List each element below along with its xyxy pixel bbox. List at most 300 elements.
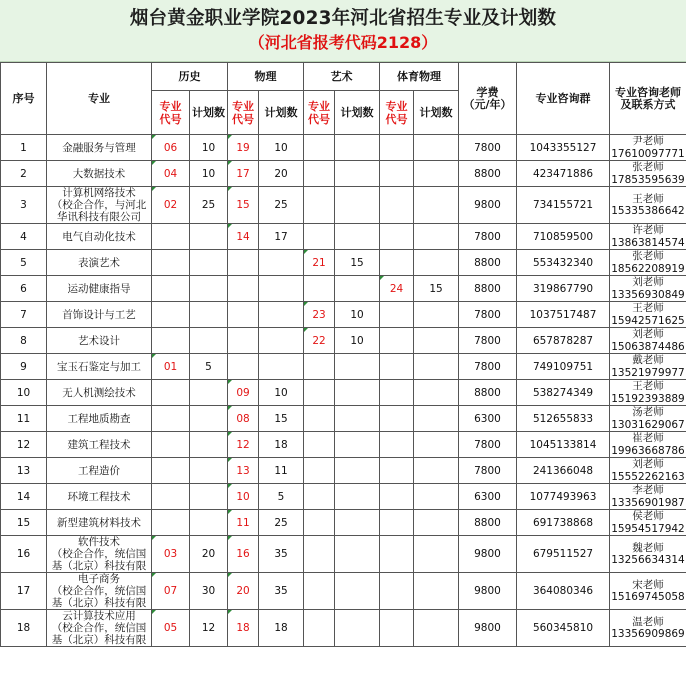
teacher-phone: 15335386642 bbox=[611, 205, 685, 217]
physics-plan: 10 bbox=[259, 135, 304, 161]
art-plan: 10 bbox=[335, 302, 380, 328]
history-plan: 10 bbox=[190, 135, 228, 161]
row-group: 319867790 bbox=[517, 276, 610, 302]
sports-code bbox=[380, 250, 414, 276]
row-major: 云计算技术应用 （校企合作，统信国 基（北京）科技有限 bbox=[47, 610, 152, 647]
art-code bbox=[304, 484, 335, 510]
teacher-name: 王老师 bbox=[632, 380, 664, 392]
sports-plan bbox=[414, 573, 459, 610]
row-tuition: 6300 bbox=[459, 406, 517, 432]
history-plan: 10 bbox=[190, 161, 228, 187]
row-teacher bbox=[610, 302, 686, 328]
art-plan-header: 计划数 bbox=[335, 91, 380, 135]
art-code bbox=[304, 510, 335, 536]
table-row bbox=[1, 328, 686, 354]
history-code: 03 bbox=[152, 536, 190, 573]
row-teacher bbox=[610, 276, 686, 302]
teacher-phone: 13356909869 bbox=[611, 628, 685, 640]
sports-plan bbox=[414, 135, 459, 161]
row-major: 无人机测绘技术 bbox=[47, 380, 152, 406]
art-code bbox=[304, 161, 335, 187]
art-code bbox=[304, 536, 335, 573]
teacher-name: 张老师 bbox=[632, 161, 664, 173]
row-teacher bbox=[610, 161, 686, 187]
table-row bbox=[1, 406, 686, 432]
teacher-phone: 15169745058 bbox=[611, 591, 685, 603]
history-code bbox=[152, 510, 190, 536]
physics-plan bbox=[259, 276, 304, 302]
table-row bbox=[1, 187, 686, 224]
teacher-phone: 13356930849 bbox=[611, 288, 685, 301]
art-code: 22 bbox=[304, 328, 335, 354]
art-plan bbox=[335, 135, 380, 161]
table-row bbox=[1, 432, 686, 458]
sports-plan-header: 计划数 bbox=[414, 91, 459, 135]
history-plan: 5 bbox=[190, 354, 228, 380]
row-seq: 5 bbox=[1, 250, 47, 276]
physics-code bbox=[228, 302, 259, 328]
art-code: 21 bbox=[304, 250, 335, 276]
art-plan bbox=[335, 406, 380, 432]
row-seq: 4 bbox=[1, 224, 47, 250]
sports-plan bbox=[414, 224, 459, 250]
row-teacher bbox=[610, 458, 686, 484]
physics-plan: 18 bbox=[259, 432, 304, 458]
row-teacher bbox=[610, 354, 686, 380]
row-group: 553432340 bbox=[517, 250, 610, 276]
row-teacher bbox=[610, 135, 686, 161]
teacher-name: 宋老师 bbox=[632, 578, 664, 591]
header-history: 历史 bbox=[152, 63, 228, 91]
history-plan bbox=[190, 224, 228, 250]
history-code bbox=[152, 458, 190, 484]
art-code-header: 专业 代号 bbox=[304, 91, 335, 135]
physics-code bbox=[228, 328, 259, 354]
physics-plan bbox=[259, 250, 304, 276]
sports-plan bbox=[414, 161, 459, 187]
enrollment-table bbox=[0, 62, 686, 647]
physics-code: 10 bbox=[228, 484, 259, 510]
row-seq: 3 bbox=[1, 187, 47, 224]
row-seq: 2 bbox=[1, 161, 47, 187]
row-teacher bbox=[610, 536, 686, 573]
row-seq: 17 bbox=[1, 573, 47, 610]
table-row bbox=[1, 536, 686, 573]
physics-plan: 18 bbox=[259, 610, 304, 647]
art-code bbox=[304, 406, 335, 432]
table-row bbox=[1, 224, 686, 250]
history-code bbox=[152, 302, 190, 328]
teacher-phone: 18562208919 bbox=[611, 262, 685, 275]
row-group: 1037517487 bbox=[517, 302, 610, 328]
history-code: 01 bbox=[152, 354, 190, 380]
art-code bbox=[304, 432, 335, 458]
row-tuition: 8800 bbox=[459, 380, 517, 406]
sports-code: 24 bbox=[380, 276, 414, 302]
teacher-phone: 15063874486 bbox=[611, 340, 685, 353]
row-group: 710859500 bbox=[517, 224, 610, 250]
sports-code bbox=[380, 610, 414, 647]
physics-plan: 15 bbox=[259, 406, 304, 432]
row-tuition: 7800 bbox=[459, 224, 517, 250]
sports-plan bbox=[414, 510, 459, 536]
row-seq: 18 bbox=[1, 610, 47, 647]
table-row bbox=[1, 510, 686, 536]
history-code bbox=[152, 250, 190, 276]
history-plan bbox=[190, 458, 228, 484]
history-plan bbox=[190, 432, 228, 458]
row-tuition: 7800 bbox=[459, 135, 517, 161]
row-major: 工程地质勘查 bbox=[47, 406, 152, 432]
history-code-header: 专业 代号 bbox=[152, 91, 190, 135]
teacher-phone: 15552262163 bbox=[611, 470, 685, 483]
row-teacher bbox=[610, 380, 686, 406]
teacher-phone: 15192393889 bbox=[611, 392, 685, 405]
physics-plan: 20 bbox=[259, 161, 304, 187]
history-plan bbox=[190, 406, 228, 432]
physics-plan bbox=[259, 328, 304, 354]
row-seq: 8 bbox=[1, 328, 47, 354]
sports-plan bbox=[414, 432, 459, 458]
physics-code: 15 bbox=[228, 187, 259, 224]
row-major: 环境工程技术 bbox=[47, 484, 152, 510]
art-plan bbox=[335, 380, 380, 406]
row-group: 1045133814 bbox=[517, 432, 610, 458]
physics-code: 16 bbox=[228, 536, 259, 573]
physics-code: 12 bbox=[228, 432, 259, 458]
physics-plan: 35 bbox=[259, 536, 304, 573]
row-major: 工程造价 bbox=[47, 458, 152, 484]
row-teacher bbox=[610, 510, 686, 536]
row-major: 计算机网络技术 （校企合作，与河北 华讯科技有限公司 bbox=[47, 187, 152, 224]
sports-code bbox=[380, 161, 414, 187]
sports-code bbox=[380, 224, 414, 250]
physics-plan: 17 bbox=[259, 224, 304, 250]
sports-code bbox=[380, 354, 414, 380]
header-tuition: 学费 （元/年） bbox=[459, 63, 517, 135]
table-row bbox=[1, 610, 686, 647]
sports-code bbox=[380, 536, 414, 573]
sports-code bbox=[380, 510, 414, 536]
table-row bbox=[1, 302, 686, 328]
header-sports-physics: 体育物理 bbox=[380, 63, 459, 91]
row-tuition: 8800 bbox=[459, 250, 517, 276]
history-code bbox=[152, 328, 190, 354]
row-tuition: 7800 bbox=[459, 328, 517, 354]
art-plan bbox=[335, 458, 380, 484]
teacher-phone: 13031629067 bbox=[611, 418, 685, 431]
art-plan: 10 bbox=[335, 328, 380, 354]
history-code bbox=[152, 276, 190, 302]
physics-plan: 5 bbox=[259, 484, 304, 510]
history-code: 05 bbox=[152, 610, 190, 647]
art-plan bbox=[335, 276, 380, 302]
header-seq: 序号 bbox=[1, 63, 47, 135]
row-tuition: 8800 bbox=[459, 510, 517, 536]
physics-code: 18 bbox=[228, 610, 259, 647]
teacher-phone: 17853595639 bbox=[611, 173, 685, 186]
row-tuition: 7800 bbox=[459, 354, 517, 380]
history-plan bbox=[190, 276, 228, 302]
sports-code bbox=[380, 573, 414, 610]
art-code bbox=[304, 135, 335, 161]
art-plan bbox=[335, 610, 380, 647]
row-tuition: 9800 bbox=[459, 610, 517, 647]
page-title: 烟台黄金职业学院2023年河北省招生专业及计划数 bbox=[129, 8, 557, 29]
physics-code: 20 bbox=[228, 573, 259, 610]
row-teacher bbox=[610, 250, 686, 276]
teacher-phone: 17610097771 bbox=[611, 147, 685, 160]
sports-plan bbox=[414, 458, 459, 484]
row-tuition: 6300 bbox=[459, 484, 517, 510]
physics-code: 13 bbox=[228, 458, 259, 484]
history-code bbox=[152, 406, 190, 432]
teacher-name: 王老师 bbox=[632, 302, 664, 314]
physics-code: 09 bbox=[228, 380, 259, 406]
row-major: 金融服务与管理 bbox=[47, 135, 152, 161]
row-seq: 11 bbox=[1, 406, 47, 432]
row-tuition: 7800 bbox=[459, 302, 517, 328]
teacher-name: 魏老师 bbox=[632, 541, 664, 554]
physics-code: 17 bbox=[228, 161, 259, 187]
sports-code bbox=[380, 432, 414, 458]
row-tuition: 7800 bbox=[459, 458, 517, 484]
physics-plan-header: 计划数 bbox=[259, 91, 304, 135]
table-row bbox=[1, 354, 686, 380]
row-teacher bbox=[610, 610, 686, 647]
teacher-name: 王老师 bbox=[632, 192, 664, 205]
row-group: 560345810 bbox=[517, 610, 610, 647]
physics-plan: 25 bbox=[259, 187, 304, 224]
teacher-name: 李老师 bbox=[632, 484, 664, 496]
art-plan bbox=[335, 432, 380, 458]
row-group: 1043355127 bbox=[517, 135, 610, 161]
physics-code bbox=[228, 276, 259, 302]
art-code bbox=[304, 380, 335, 406]
history-code bbox=[152, 432, 190, 458]
teacher-name: 侯老师 bbox=[632, 510, 664, 522]
history-plan bbox=[190, 380, 228, 406]
sports-plan bbox=[414, 328, 459, 354]
row-teacher bbox=[610, 406, 686, 432]
row-major: 艺术设计 bbox=[47, 328, 152, 354]
sports-plan bbox=[414, 354, 459, 380]
history-code bbox=[152, 224, 190, 250]
row-group: 1077493963 bbox=[517, 484, 610, 510]
sports-plan bbox=[414, 484, 459, 510]
row-group: 241366048 bbox=[517, 458, 610, 484]
table-row bbox=[1, 161, 686, 187]
row-tuition: 8800 bbox=[459, 161, 517, 187]
history-plan: 12 bbox=[190, 610, 228, 647]
physics-plan bbox=[259, 354, 304, 380]
table-row bbox=[1, 250, 686, 276]
row-seq: 15 bbox=[1, 510, 47, 536]
history-code bbox=[152, 380, 190, 406]
sports-plan: 15 bbox=[414, 276, 459, 302]
teacher-name: 刘老师 bbox=[632, 458, 664, 470]
physics-plan: 10 bbox=[259, 380, 304, 406]
row-teacher bbox=[610, 573, 686, 610]
table-row bbox=[1, 380, 686, 406]
sports-plan bbox=[414, 250, 459, 276]
header-group: 专业咨询群 bbox=[517, 63, 610, 135]
row-group: 538274349 bbox=[517, 380, 610, 406]
history-plan: 30 bbox=[190, 573, 228, 610]
art-code bbox=[304, 354, 335, 380]
row-seq: 14 bbox=[1, 484, 47, 510]
teacher-phone: 13521979977 bbox=[611, 366, 685, 379]
sports-plan bbox=[414, 610, 459, 647]
row-seq: 12 bbox=[1, 432, 47, 458]
teacher-phone: 15942571625 bbox=[611, 314, 685, 327]
art-code bbox=[304, 458, 335, 484]
row-major: 首饰设计与工艺 bbox=[47, 302, 152, 328]
art-plan bbox=[335, 354, 380, 380]
page-subtitle: （河北省报考代码2128） bbox=[248, 33, 438, 52]
art-code bbox=[304, 224, 335, 250]
title-banner bbox=[0, 0, 686, 62]
teacher-name: 戴老师 bbox=[632, 354, 664, 366]
history-code: 07 bbox=[152, 573, 190, 610]
row-seq: 6 bbox=[1, 276, 47, 302]
sports-code bbox=[380, 135, 414, 161]
sports-code bbox=[380, 484, 414, 510]
art-plan bbox=[335, 536, 380, 573]
row-group: 734155721 bbox=[517, 187, 610, 224]
art-code bbox=[304, 610, 335, 647]
teacher-name: 崔老师 bbox=[632, 432, 664, 444]
art-plan bbox=[335, 510, 380, 536]
physics-code-header: 专业 代号 bbox=[228, 91, 259, 135]
teacher-phone: 19963668786 bbox=[611, 444, 685, 457]
row-seq: 9 bbox=[1, 354, 47, 380]
history-plan bbox=[190, 510, 228, 536]
history-code: 04 bbox=[152, 161, 190, 187]
row-major: 大数据技术 bbox=[47, 161, 152, 187]
art-code bbox=[304, 276, 335, 302]
art-code: 23 bbox=[304, 302, 335, 328]
row-tuition: 7800 bbox=[459, 432, 517, 458]
row-group: 691738868 bbox=[517, 510, 610, 536]
physics-code bbox=[228, 354, 259, 380]
history-plan bbox=[190, 250, 228, 276]
row-seq: 7 bbox=[1, 302, 47, 328]
row-major: 电气自动化技术 bbox=[47, 224, 152, 250]
row-group: 423471886 bbox=[517, 161, 610, 187]
physics-code: 11 bbox=[228, 510, 259, 536]
table-row bbox=[1, 135, 686, 161]
teacher-name: 尹老师 bbox=[632, 135, 664, 147]
sports-plan bbox=[414, 536, 459, 573]
teacher-phone: 15954517942 bbox=[611, 522, 685, 535]
row-group: 749109751 bbox=[517, 354, 610, 380]
sports-code-header: 专业 代号 bbox=[380, 91, 414, 135]
row-tuition: 9800 bbox=[459, 573, 517, 610]
sports-plan bbox=[414, 380, 459, 406]
sports-code bbox=[380, 328, 414, 354]
teacher-phone: 13256634314 bbox=[611, 554, 685, 566]
history-plan bbox=[190, 484, 228, 510]
table-row bbox=[1, 458, 686, 484]
teacher-name: 温老师 bbox=[632, 615, 664, 628]
table-row bbox=[1, 484, 686, 510]
history-plan: 25 bbox=[190, 187, 228, 224]
teacher-phone: 13356901987 bbox=[611, 496, 685, 509]
teacher-name: 刘老师 bbox=[632, 328, 664, 340]
physics-plan: 35 bbox=[259, 573, 304, 610]
teacher-name: 张老师 bbox=[632, 250, 664, 262]
row-major: 电子商务 （校企合作，统信国 基（北京）科技有限 bbox=[47, 573, 152, 610]
physics-plan: 11 bbox=[259, 458, 304, 484]
sports-code bbox=[380, 406, 414, 432]
sports-code bbox=[380, 458, 414, 484]
art-plan bbox=[335, 484, 380, 510]
header-art: 艺术 bbox=[304, 63, 380, 91]
art-plan bbox=[335, 224, 380, 250]
teacher-name: 刘老师 bbox=[632, 276, 664, 288]
physics-code: 08 bbox=[228, 406, 259, 432]
teacher-name: 汤老师 bbox=[632, 406, 664, 418]
art-code bbox=[304, 187, 335, 224]
physics-code bbox=[228, 250, 259, 276]
row-tuition: 9800 bbox=[459, 187, 517, 224]
row-teacher bbox=[610, 484, 686, 510]
history-code bbox=[152, 484, 190, 510]
sports-plan bbox=[414, 302, 459, 328]
table-row bbox=[1, 276, 686, 302]
art-plan bbox=[335, 161, 380, 187]
row-major: 运动健康指导 bbox=[47, 276, 152, 302]
header-major: 专业 bbox=[47, 63, 152, 135]
history-plan bbox=[190, 302, 228, 328]
history-code: 06 bbox=[152, 135, 190, 161]
row-seq: 16 bbox=[1, 536, 47, 573]
row-major: 宝玉石鉴定与加工 bbox=[47, 354, 152, 380]
sports-code bbox=[380, 380, 414, 406]
sports-code bbox=[380, 187, 414, 224]
physics-code: 19 bbox=[228, 135, 259, 161]
row-group: 657878287 bbox=[517, 328, 610, 354]
art-plan: 15 bbox=[335, 250, 380, 276]
history-plan bbox=[190, 328, 228, 354]
header-teacher: 专业咨询老师 及联系方式 bbox=[610, 63, 686, 135]
row-major: 建筑工程技术 bbox=[47, 432, 152, 458]
row-teacher bbox=[610, 328, 686, 354]
art-plan bbox=[335, 573, 380, 610]
row-teacher bbox=[610, 432, 686, 458]
row-major: 软件技术 （校企合作，统信国 基（北京）科技有限 bbox=[47, 536, 152, 573]
teacher-name: 许老师 bbox=[632, 224, 664, 236]
row-seq: 13 bbox=[1, 458, 47, 484]
teacher-phone: 13863814574 bbox=[611, 236, 685, 249]
row-seq: 1 bbox=[1, 135, 47, 161]
physics-plan: 25 bbox=[259, 510, 304, 536]
row-group: 364080346 bbox=[517, 573, 610, 610]
art-plan bbox=[335, 187, 380, 224]
row-teacher bbox=[610, 187, 686, 224]
sports-code bbox=[380, 302, 414, 328]
physics-plan bbox=[259, 302, 304, 328]
history-plan: 20 bbox=[190, 536, 228, 573]
row-seq: 10 bbox=[1, 380, 47, 406]
table-row bbox=[1, 573, 686, 610]
sports-plan bbox=[414, 187, 459, 224]
row-tuition: 9800 bbox=[459, 536, 517, 573]
row-tuition: 8800 bbox=[459, 276, 517, 302]
header-physics: 物理 bbox=[228, 63, 304, 91]
history-code: 02 bbox=[152, 187, 190, 224]
